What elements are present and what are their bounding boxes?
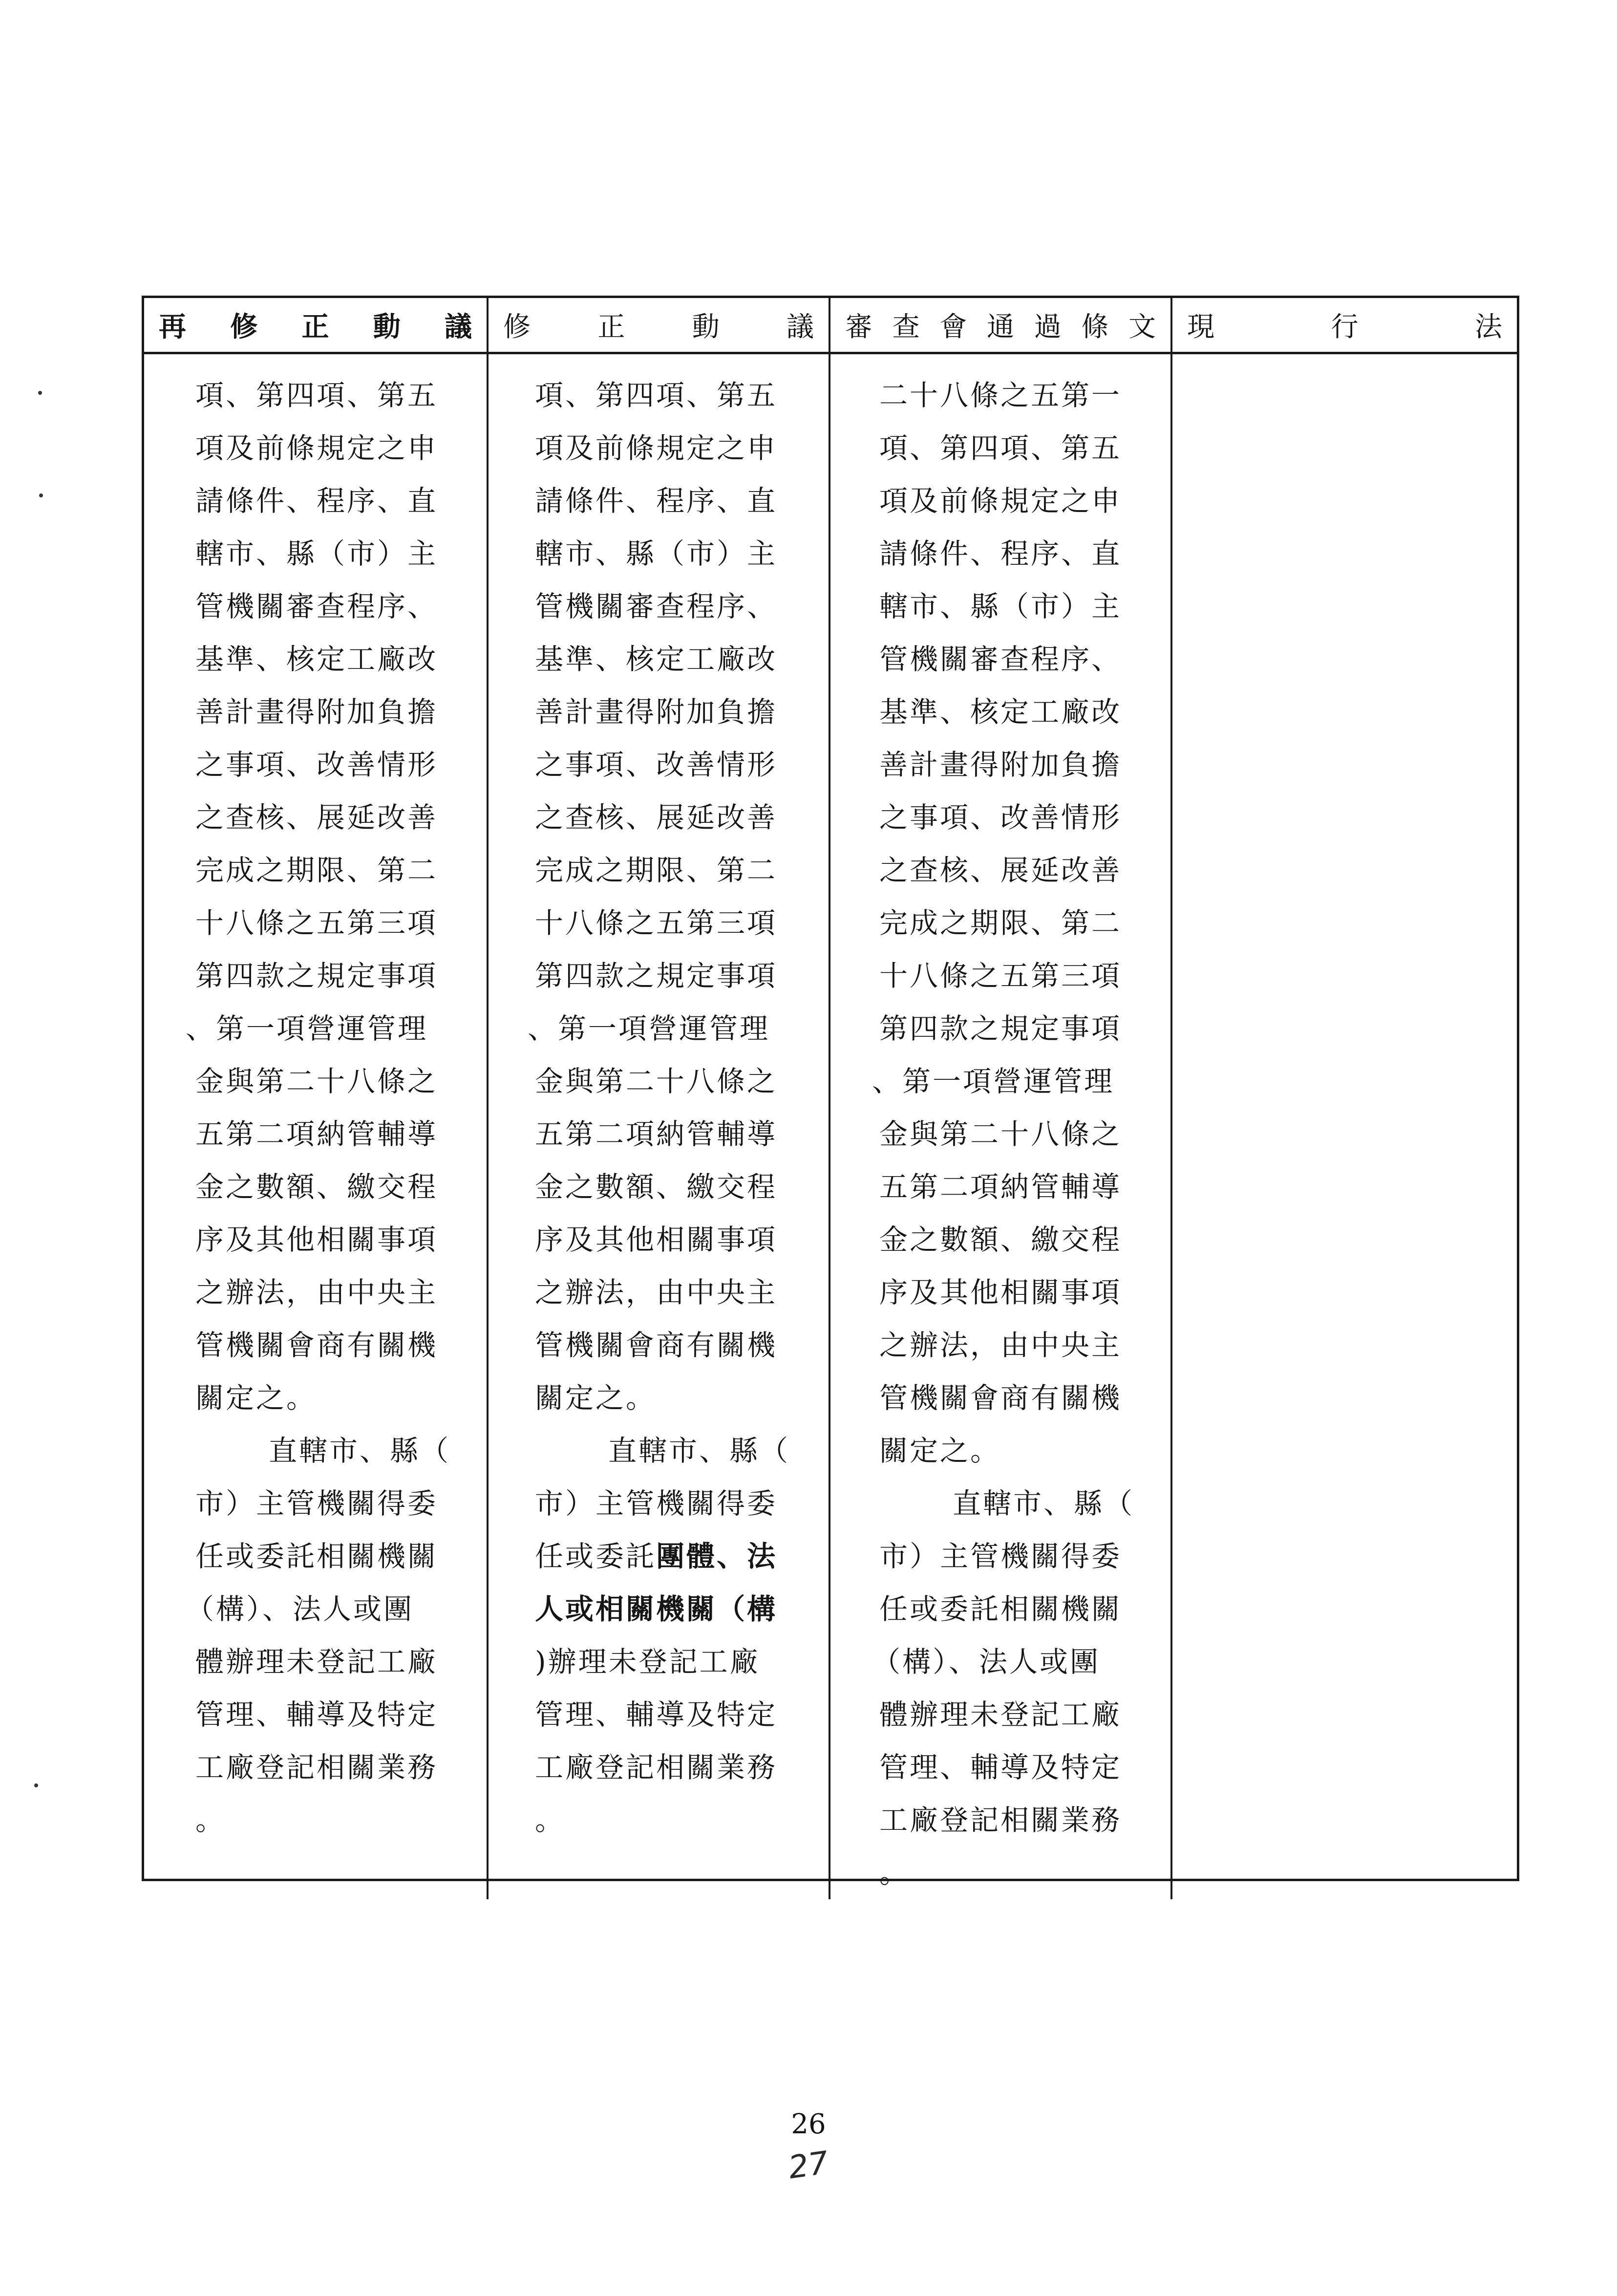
text-line: 十八條之五第三項	[535, 906, 778, 940]
handwritten-page-number: 27	[786, 2145, 831, 2187]
text-line: 。	[879, 1856, 910, 1889]
scan-speck	[39, 494, 43, 497]
text-line: 之辦法，由中央主	[535, 1276, 778, 1309]
header-committee-text: 審查會通過條文	[830, 298, 1172, 352]
text-line	[489, 1530, 829, 1583]
paragraph	[830, 1477, 1170, 1899]
text-line: 關定之。	[535, 1381, 657, 1415]
text-line: 管理、輔導及特定	[195, 1698, 438, 1731]
text-line: 序及其他相關事項	[195, 1223, 438, 1256]
text-line: 、第一項營運管理	[528, 1012, 770, 1045]
text-line: 基準、核定工廠改	[195, 643, 438, 676]
text-line: 完成之期限、第二	[879, 906, 1122, 940]
text-line: 管機關審查程序、	[195, 590, 438, 623]
column-resubmitted-amendment	[144, 354, 489, 1899]
text-line: 第四款之規定事項	[879, 1012, 1122, 1045]
text-line: 五第二項納管輔導	[535, 1117, 778, 1151]
amended-bold-text: 團體、法	[656, 1540, 778, 1573]
text-line: 轄市、縣（市）主	[535, 537, 778, 570]
text-line: 金與第二十八條之	[195, 1065, 438, 1098]
text-line: 十八條之五第三項	[879, 959, 1122, 992]
text-line: 體辦理未登記工廠	[195, 1645, 438, 1678]
text-line: 金與第二十八條之	[535, 1065, 778, 1098]
text-line: 項、第四項、第五	[879, 431, 1122, 465]
text-line: )辦理未登記工廠	[535, 1645, 760, 1678]
text-line: 直轄市、縣（	[608, 1434, 790, 1467]
paragraph	[489, 369, 829, 1424]
text-line: 五第二項納管輔導	[879, 1170, 1122, 1203]
text-line: 項、第四項、第五	[195, 379, 438, 412]
text-line: 之事項、改善情形	[879, 801, 1122, 834]
text-line: 請條件、程序、直	[879, 537, 1122, 570]
text-line: 項及前條規定之申	[195, 431, 438, 465]
text-line: 金之數額、繳交程	[879, 1223, 1122, 1256]
paragraph	[144, 369, 487, 1424]
text-line: 直轄市、縣（	[953, 1487, 1135, 1520]
text-line: 、第一項營運管理	[186, 1012, 428, 1045]
text-line: 管理、輔導及特定	[879, 1751, 1122, 1784]
text-line: 之辦法，由中央主	[879, 1329, 1122, 1362]
text-line: 管機關會商有關機	[879, 1381, 1122, 1415]
text-line: 金與第二十八條之	[879, 1117, 1122, 1151]
column-current-law	[1172, 354, 1517, 1899]
text-line: 工廠登記相關業務	[535, 1751, 778, 1784]
text-line: 直轄市、縣（	[269, 1434, 451, 1467]
text-line: 關定之。	[195, 1381, 317, 1415]
paragraph	[830, 369, 1170, 1477]
text-line: 第四款之規定事項	[535, 959, 778, 992]
text-line: 工廠登記相關業務	[879, 1803, 1122, 1837]
text-line: 管機關會商有關機	[535, 1329, 778, 1362]
text-line: 轄市、縣（市）主	[195, 537, 438, 570]
text-line: 完成之期限、第二	[195, 854, 438, 887]
text-line: （構）、法人或團	[186, 1592, 414, 1626]
scan-speck	[34, 1783, 38, 1787]
page-number: 26	[791, 2108, 826, 2140]
text-line: 管機關會商有關機	[195, 1329, 438, 1362]
text-line: 市）主管機關得委	[195, 1487, 438, 1520]
text-line: 管機關審查程序、	[535, 590, 778, 623]
header-resubmitted-amendment: 再 修 正 動 議	[144, 298, 489, 352]
header-current-law: 現 行 法	[1187, 311, 1502, 343]
text-line: 市）主管機關得委	[879, 1540, 1122, 1573]
text-line: 之查核、展延改善	[535, 801, 778, 834]
text-line: 之事項、改善情形	[535, 748, 778, 781]
text-line: 完成之期限、第二	[535, 854, 778, 887]
text-line: 項及前條規定之申	[535, 431, 778, 465]
text-line: 第四款之規定事項	[195, 959, 438, 992]
text-line: 任或委託相關機關	[879, 1592, 1122, 1626]
text-line: 體辦理未登記工廠	[879, 1698, 1122, 1731]
text-line: 之辦法，由中央主	[195, 1276, 438, 1309]
text-line: 管機關審查程序、	[879, 643, 1122, 676]
paragraph	[144, 1424, 487, 1846]
table-header-row	[144, 298, 1517, 354]
text-line: 、第一項營運管理	[872, 1065, 1115, 1098]
text-line: 請條件、程序、直	[195, 484, 438, 517]
text-line: 金之數額、繳交程	[535, 1170, 778, 1203]
text-line: 善計畫得附加負擔	[195, 695, 438, 729]
text-line: 關定之。	[879, 1434, 1001, 1467]
text-line: （構）、法人或團	[872, 1645, 1101, 1678]
text-line: 之查核、展延改善	[879, 854, 1122, 887]
header-amendment: 修 正 動 議	[489, 298, 830, 352]
text-line: 市）主管機關得委	[535, 1487, 778, 1520]
text-line: 轄市、縣（市）主	[879, 590, 1122, 623]
normal-text: 任或委託	[535, 1540, 657, 1573]
text-line: 之查核、展延改善	[195, 801, 438, 834]
text-line: 序及其他相關事項	[535, 1223, 778, 1256]
text-line: 序及其他相關事項	[879, 1276, 1122, 1309]
paragraph	[489, 1424, 829, 1846]
text-line: 之事項、改善情形	[195, 748, 438, 781]
text-line: 請條件、程序、直	[535, 484, 778, 517]
text-line: 。	[535, 1803, 566, 1837]
text-line: 基準、核定工廠改	[879, 695, 1122, 729]
text-line: 善計畫得附加負擔	[879, 748, 1122, 781]
text-line: 任或委託相關機關	[195, 1540, 438, 1573]
scan-speck	[38, 391, 42, 395]
comparison-table	[142, 296, 1519, 1889]
column-amendment	[489, 354, 830, 1899]
text-line: 基準、核定工廠改	[535, 643, 778, 676]
text-line: 管理、輔導及特定	[535, 1698, 778, 1731]
text-line: 善計畫得附加負擔	[535, 695, 778, 729]
column-committee-text	[830, 354, 1172, 1899]
text-line: 二十八條之五第一	[879, 379, 1122, 412]
text-line: 十八條之五第三項	[195, 906, 438, 940]
amended-bold-line: 人或相關機關（構	[535, 1592, 778, 1626]
text-line: 金之數額、繳交程	[195, 1170, 438, 1203]
text-line: 項、第四項、第五	[535, 379, 778, 412]
text-line: 項及前條規定之申	[879, 484, 1122, 517]
text-line: 工廠登記相關業務	[195, 1751, 438, 1784]
text-line: 五第二項納管輔導	[195, 1117, 438, 1151]
text-line: 。	[195, 1803, 226, 1837]
table-body-row	[144, 354, 1517, 1899]
